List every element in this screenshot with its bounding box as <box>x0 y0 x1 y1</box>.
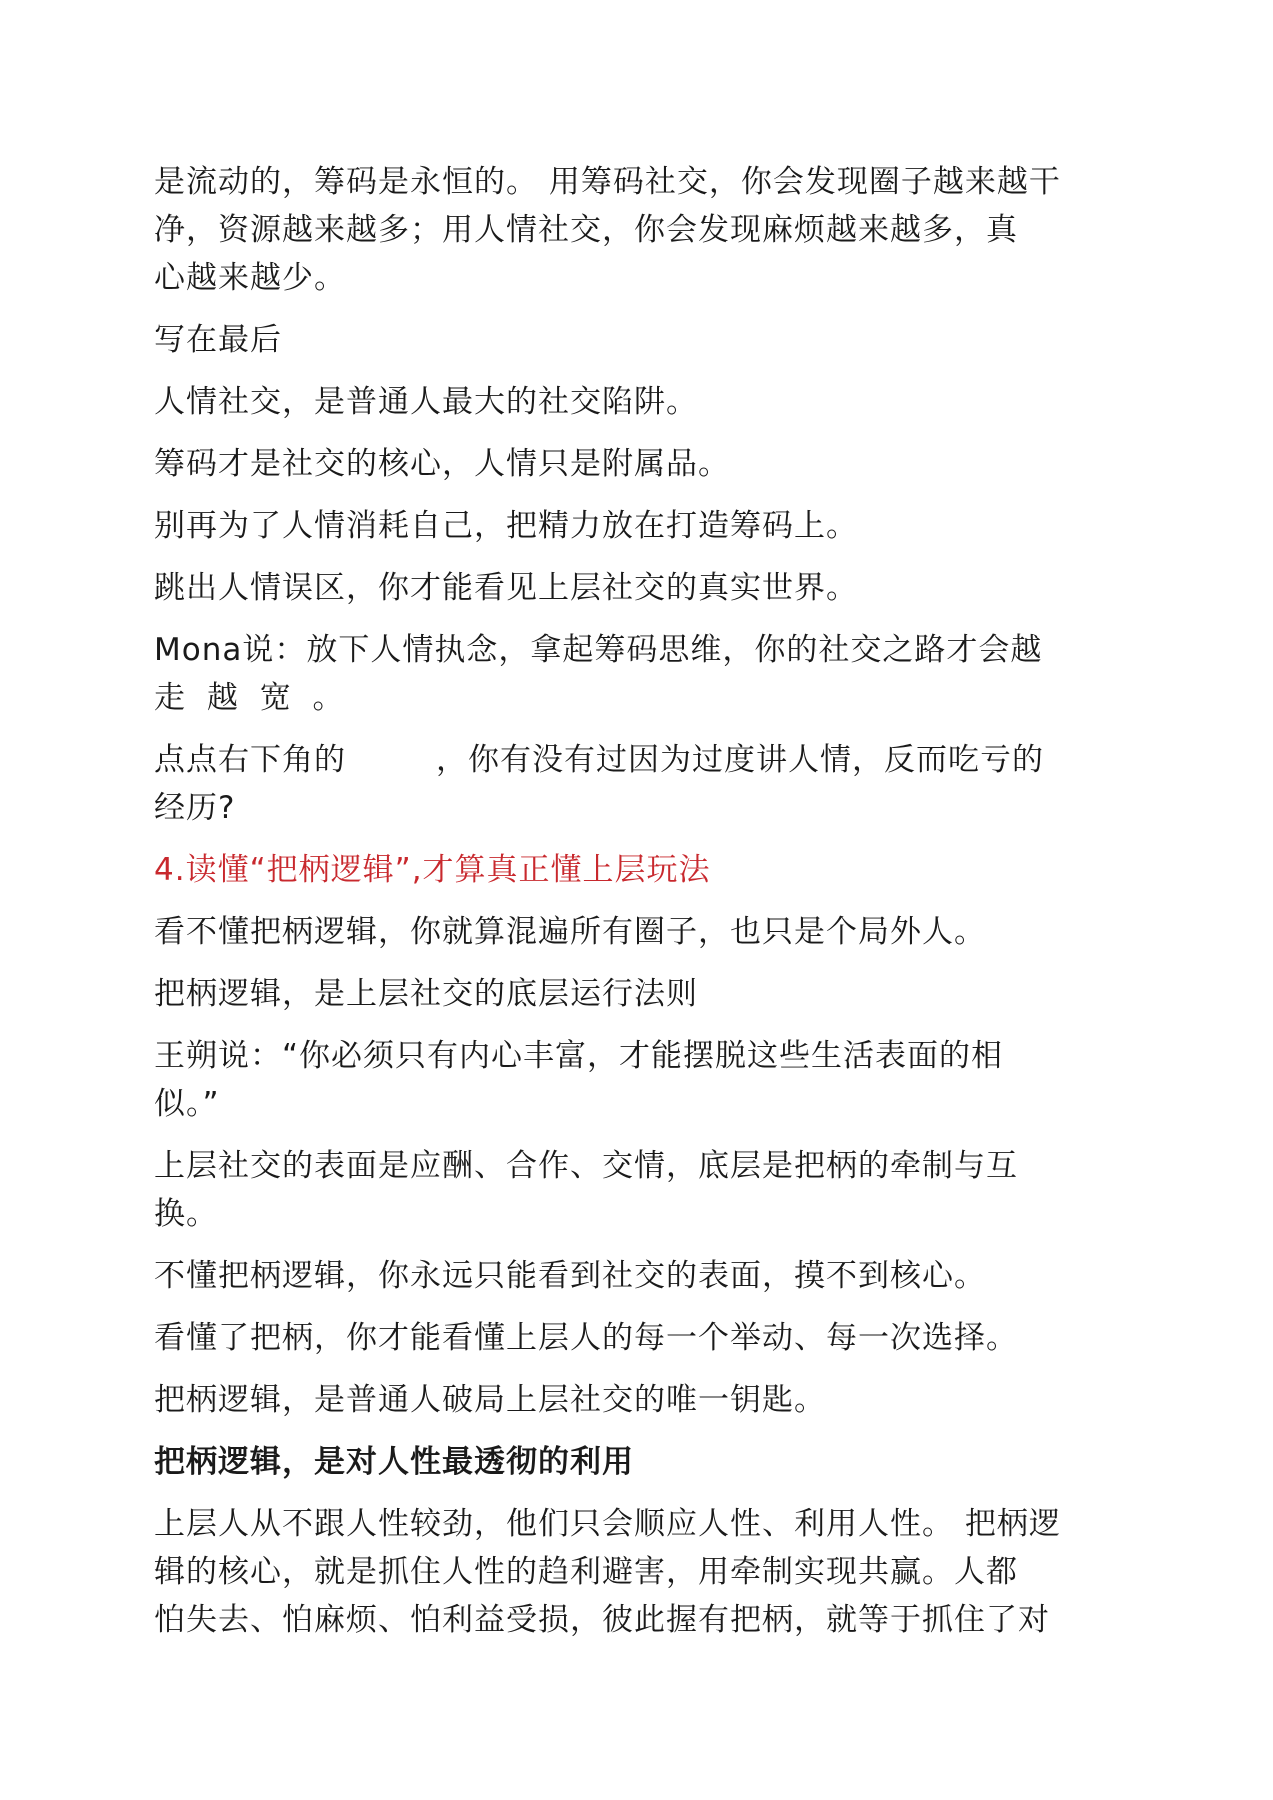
paragraph: 别再为了人情消耗自己，把精力放在打造筹码上。 <box>154 508 858 544</box>
paragraph-line: 走 越 宽 。 <box>154 680 350 716</box>
paragraph: 人情社交，是普通人最大的社交陷阱。 <box>154 384 698 420</box>
paragraph-line: 辑的核心，就是抓住人性的趋利避害，用牵制实现共赢。人都 <box>154 1554 1018 1590</box>
document-body <box>154 158 1134 1644</box>
paragraph-line <box>154 736 1134 784</box>
section-heading: 4.读懂“把柄逻辑”,才算真正懂上层玩法 <box>154 852 711 888</box>
paragraph-line: 怕失去、怕麻烦、怕利益受损，彼此握有把柄，就等于抓住了对 <box>154 1602 1050 1638</box>
paragraph-line: 王朔说：“你必须只有内心丰富，才能摆脱这些生活表面的相 <box>154 1038 1004 1074</box>
paragraph-line: 上层社交的表面是应酬、合作、交情，底层是把柄的牵制与互 <box>154 1148 1018 1184</box>
paragraph-line: 净，资源越来越多；用人情社交，你会发现麻烦越来越多，真 <box>154 212 1018 248</box>
paragraph-line: 是流动的，筹码是永恒的。 用筹码社交，你会发现圈子越来越干 <box>154 164 1061 200</box>
paragraph-line: 似。” <box>154 1086 220 1122</box>
paragraph-text: 点点右下角的 <box>154 742 346 778</box>
paragraph-line: Mona说：放下人情执念，拿起筹码思维，你的社交之路才会越 <box>154 632 1043 668</box>
paragraph-text: ，你有没有过因为过度讲人情，反而吃亏的 <box>436 742 1044 778</box>
paragraph-line: 换。 <box>154 1196 218 1232</box>
paragraph: 筹码才是社交的核心，人情只是附属品。 <box>154 446 730 482</box>
paragraph: 跳出人情误区，你才能看见上层社交的真实世界。 <box>154 570 858 606</box>
paragraph: 不懂把柄逻辑，你永远只能看到社交的表面，摸不到核心。 <box>154 1258 986 1294</box>
paragraph: 把柄逻辑，是上层社交的底层运行法则 <box>154 976 698 1012</box>
paragraph-line: 上层人从不跟人性较劲，他们只会顺应人性、利用人性。 把柄逻 <box>154 1506 1061 1542</box>
paragraph-line: 心越来越少。 <box>154 260 346 296</box>
paragraph: 看不懂把柄逻辑，你就算混遍所有圈子，也只是个局外人。 <box>154 914 986 950</box>
paragraph-line: 经历? <box>154 790 236 826</box>
section-title: 写在最后 <box>154 322 282 358</box>
paragraph: 把柄逻辑，是普通人破局上层社交的唯一钥匙。 <box>154 1382 826 1418</box>
paragraph: 看懂了把柄，你才能看懂上层人的每一个举动、每一次选择。 <box>154 1320 1018 1356</box>
bold-heading: 把柄逻辑，是对人性最透彻的利用 <box>154 1444 634 1480</box>
